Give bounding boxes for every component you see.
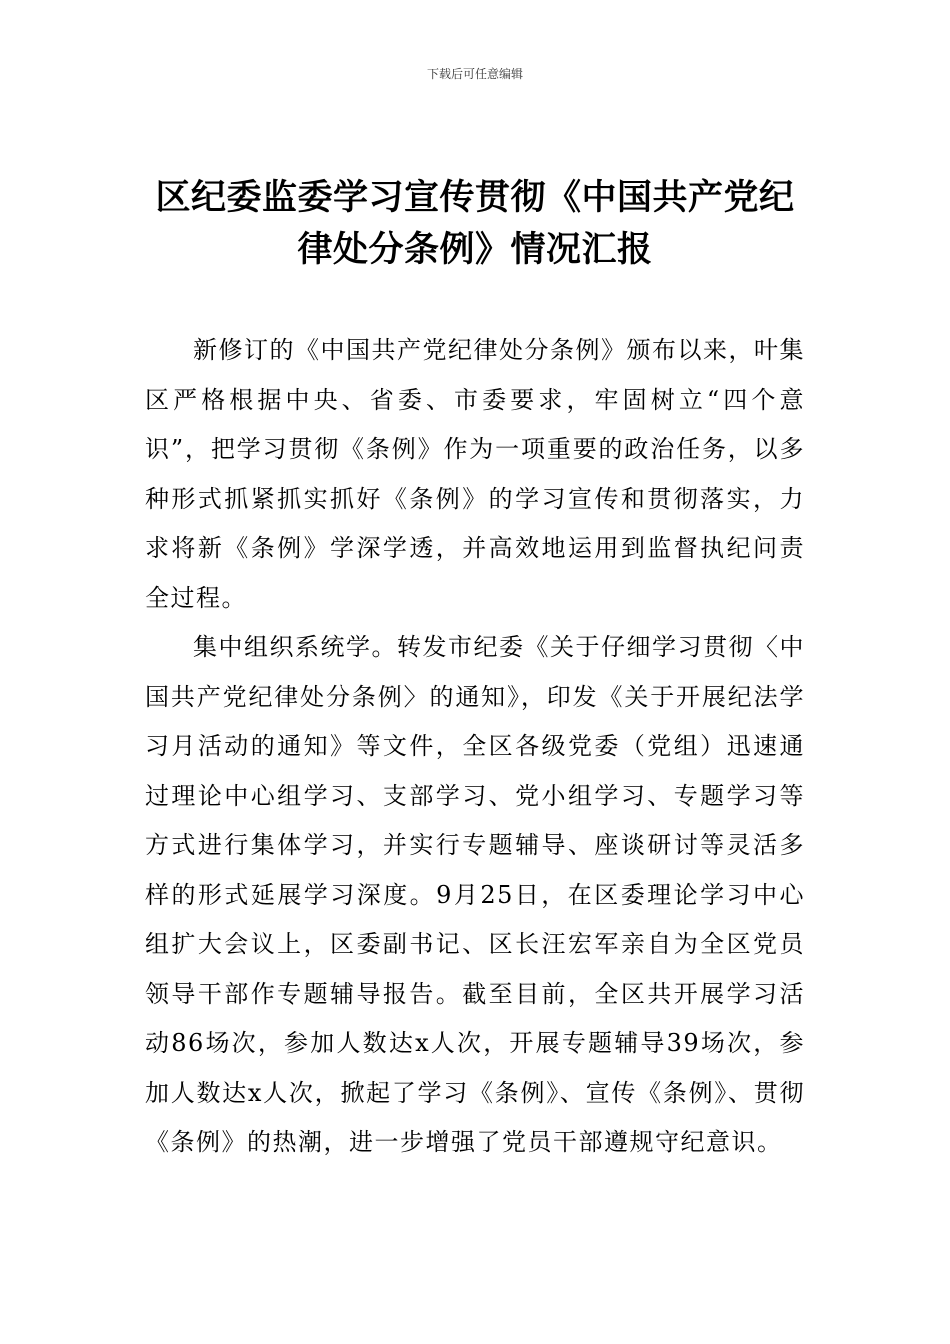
header-note: 下载后可任意编辑 [426, 67, 523, 81]
document-title: 区纪委监委学习宣传贯彻《中国共产党纪律处分条例》情况汇报 [155, 178, 795, 270]
document-body [145, 326, 805, 1168]
paragraph-study: 集中组织系统学。转发市纪委《关于仔细学习贯彻〈中国共产党纪律处分条例〉的通知》，印发《关于开展纪法学习月活动的通知》等文件，全区各级党委（党组）迅速通过理论中心组学习、支部学习、党小组学习、专题学习等方式进行集体学习，并实行专题辅导、座谈研讨等灵活多样的形式延展学习深度。9月25日，在区委理论学习中心组扩大会议上，区委副书记、区长汪宏军亲自为全区党员领导干部作专题辅导报告。截至目前，全区共开展学习活动86场次，参加人数达x人次，开展专题辅导39场次，参加人数达x人次，掀起了学习《条例》、宣传《条例》、贯彻《条例》的热潮，进一步增强了党员干部遵规守纪意识。 [145, 633, 805, 1156]
paragraph-intro: 新修订的《中国共产党纪律处分条例》颁布以来，叶集区严格根据中央、省委、市委要求，牢固树立“四个意识”，把学习贯彻《条例》作为一项重要的政治任务，以多种形式抓紧抓实抓好《条例》的学习宣传和贯彻落实，力求将新《条例》学深学透，并高效地运用到监督执纪问责全过程。 [145, 336, 805, 612]
